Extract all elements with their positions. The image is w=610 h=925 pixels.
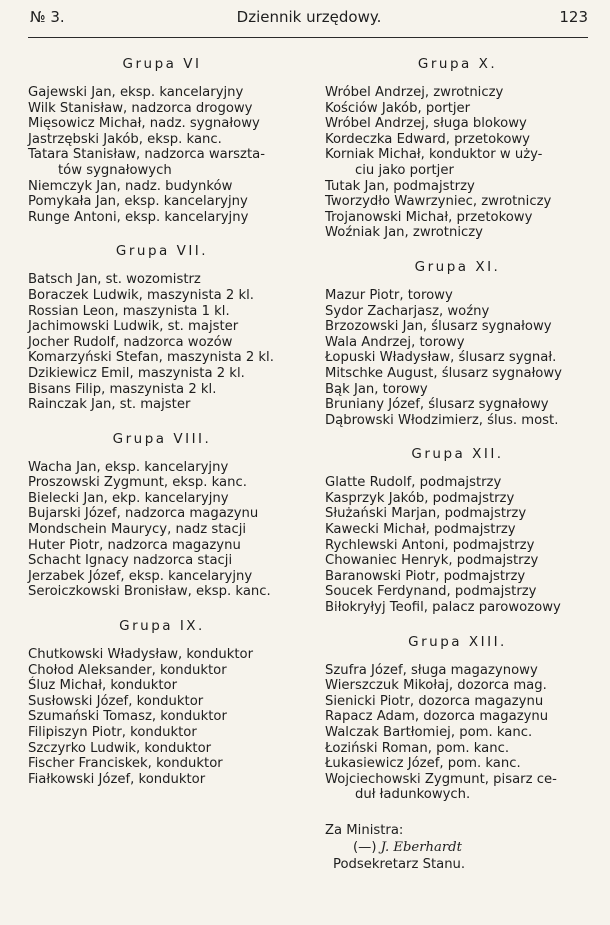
list-item: Brzozowski Jan, ślusarz sygnałowy xyxy=(325,319,552,335)
signature-prefix: (—) xyxy=(353,839,377,855)
list-item: Trojanowski Michał, przetokowy xyxy=(325,209,533,225)
list-item: Gajewski Jan, eksp. kancelaryjny xyxy=(28,85,244,100)
list-item: Wierszczuk Mikołaj, dozorca mag. xyxy=(325,678,547,694)
list-item: Szczyrko Ludwik, konduktor xyxy=(28,740,212,756)
list-item: Wróbel Andrzej, sługa blokowy xyxy=(325,116,527,132)
list-item: Susłowski Józef, konduktor xyxy=(28,693,204,709)
list-item: tów sygnałowych xyxy=(58,162,172,178)
list-item: Wacha Jan, eksp. kancelaryjny xyxy=(28,459,229,475)
list-item: Baranowski Piotr, podmajstrzy xyxy=(325,568,526,584)
list-item: Schacht Ignacy nadzorca stacji xyxy=(28,553,233,569)
list-item: Rainczak Jan, st. majster xyxy=(28,397,191,413)
list-item: Szumański Tomasz, konduktor xyxy=(28,709,227,725)
group-section xyxy=(325,447,590,615)
list-item: Filipiszyn Piotr, konduktor xyxy=(28,725,197,740)
list-item: Korniak Michał, konduktor w uży- xyxy=(325,147,543,163)
signature-name: J. Eberhardt xyxy=(380,839,462,855)
list-item: Łopuski Władysław, ślusarz sygnał. xyxy=(325,350,557,366)
list-item: Fischer Franciskek, konduktor xyxy=(28,756,223,772)
list-item: Jocher Rudolf, nadzorca wozów xyxy=(28,334,233,350)
list-item: Niemczyk Jan, nadz. budynków xyxy=(28,178,233,194)
list-item: Chołod Aleksander, konduktor xyxy=(28,662,227,678)
group-title: Grupa X. xyxy=(417,56,498,72)
group-section xyxy=(325,260,590,428)
list-item: Boraczek Ludwik, maszynista 2 kl. xyxy=(28,287,254,303)
list-item: Jerzabek Józef, eksp. kancelaryjny xyxy=(28,568,253,584)
list-item: Dąbrowski Włodzimierz, ślus. most. xyxy=(325,412,559,428)
list-item: Mazur Piotr, torowy xyxy=(325,287,453,303)
page-header xyxy=(30,8,588,28)
journal-title: Dziennik urzędowy. xyxy=(236,8,382,26)
group-title: Grupa IX. xyxy=(119,618,205,635)
list-item: Tutak Jan, podmajstrzy xyxy=(325,178,475,194)
group-title: Grupa VIII. xyxy=(112,430,212,447)
list-item: Mondschein Maurycy, nadz stacji xyxy=(28,522,247,538)
list-item: Tworzydło Wawrzyniec, zwrotniczy xyxy=(325,194,552,210)
group-section xyxy=(28,432,296,600)
list-item: Glatte Rudolf, podmajstrzy xyxy=(325,475,502,491)
left-column xyxy=(28,57,296,806)
page-number: 123 xyxy=(559,8,588,26)
group-section xyxy=(325,57,590,241)
list-item: Wilk Stanisław, nadzorca drogowy xyxy=(28,100,253,116)
list-item: Runge Antoni, eksp. kancelaryjny xyxy=(28,209,249,225)
list-item: Mięsowicz Michał, nadz. sygnałowy xyxy=(28,116,260,132)
list-item: Kościów Jakób, portjer xyxy=(325,100,471,116)
group-section xyxy=(28,57,296,225)
group-section xyxy=(325,635,590,803)
group-title: Grupa XI. xyxy=(414,258,501,275)
group-title: Grupa XII. xyxy=(411,446,504,463)
list-item: Bisans Filip, maszynista 2 kl. xyxy=(28,381,217,397)
list-item: Dzikiewicz Emil, maszynista 2 kl. xyxy=(28,365,245,381)
list-item: Wala Andrzej, torowy xyxy=(325,334,465,350)
list-item: Jastrzębski Jakób, eksp. kanc. xyxy=(28,131,222,147)
list-item: Komarzyński Stefan, maszynista 2 kl. xyxy=(28,350,274,366)
list-item: duł ładunkowych. xyxy=(355,787,471,803)
group-section xyxy=(28,619,296,787)
signature-for-minister: Za Ministra: xyxy=(325,822,404,838)
list-item: Wróbel Andrzej, zwrotniczy xyxy=(325,85,504,100)
list-item: Walczak Bartłomiej, pom. kanc. xyxy=(325,725,533,740)
list-item: Mitschke August, ślusarz sygnałowy xyxy=(325,365,562,381)
list-item: Kawecki Michał, podmajstrzy xyxy=(325,522,516,538)
right-column xyxy=(325,57,590,873)
list-item: Kasprzyk Jakób, podmajstrzy xyxy=(325,490,515,506)
list-item: Huter Piotr, nadzorca magazynu xyxy=(28,537,241,553)
list-item: Chowaniec Henryk, podmajstrzy xyxy=(325,553,539,569)
list-item: Batsch Jan, st. wozomistrz xyxy=(28,272,201,288)
list-item: Rychlewski Antoni, podmajstrzy xyxy=(325,537,535,553)
list-item: Bujarski Józef, nadzorca magazynu xyxy=(28,506,259,522)
signature-title: Podsekretarz Stanu. xyxy=(333,856,466,872)
list-item: Śluz Michał, konduktor xyxy=(28,678,177,694)
signature-name-line xyxy=(325,839,590,856)
list-item: Bielecki Jan, ekp. kancelaryjny xyxy=(28,490,229,506)
list-item: Fiałkowski Józef, konduktor xyxy=(28,771,206,787)
list-item: Chutkowski Władysław, konduktor xyxy=(28,647,254,663)
list-item: Soucek Ferdynand, podmajstrzy xyxy=(325,584,537,600)
list-item: Sydor Zacharjasz, woźny xyxy=(325,303,490,319)
list-item: Szufra Józef, sługa magazynowy xyxy=(325,662,538,678)
list-item: Tatara Stanisław, nadzorca warszta- xyxy=(28,147,265,163)
list-item: Woźniak Jan, zwrotniczy xyxy=(325,225,483,241)
group-title: Grupa VI xyxy=(122,56,202,72)
list-item: Sienicki Piotr, dozorca magazynu xyxy=(325,693,544,709)
list-item: Wojciechowski Zygmunt, pisarz ce- xyxy=(325,771,557,787)
list-item: Łoziński Roman, pom. kanc. xyxy=(325,740,510,756)
group-title: Grupa VII. xyxy=(115,243,209,260)
list-item: Bruniany Józef, ślusarz sygnałowy xyxy=(325,397,549,413)
group-section xyxy=(28,244,296,412)
header-rule xyxy=(28,37,588,38)
list-item: Biłokryłyj Teofil, palacz parowozowy xyxy=(325,600,561,616)
group-title: Grupa XIII. xyxy=(408,633,507,650)
list-item: Łukasiewicz Józef, pom. kanc. xyxy=(325,756,521,772)
list-item: Bąk Jan, torowy xyxy=(325,381,428,397)
signature-block xyxy=(325,822,590,873)
list-item: Seroiczkowski Bronisław, eksp. kanc. xyxy=(28,584,271,600)
list-item: Rapacz Adam, dozorca magazynu xyxy=(325,709,549,725)
issue-number: № 3. xyxy=(30,8,65,26)
list-item: Kordeczka Edward, przetokowy xyxy=(325,131,530,147)
list-item: Proszowski Zygmunt, eksp. kanc. xyxy=(28,475,247,491)
list-item: Służański Marjan, podmajstrzy xyxy=(325,506,527,522)
list-item: Pomykała Jan, eksp. kancelaryjny xyxy=(28,194,248,210)
list-item: Jachimowski Ludwik, st. majster xyxy=(28,319,239,335)
list-item: ciu jako portjer xyxy=(355,162,454,178)
list-item: Rossian Leon, maszynista 1 kl. xyxy=(28,303,230,319)
